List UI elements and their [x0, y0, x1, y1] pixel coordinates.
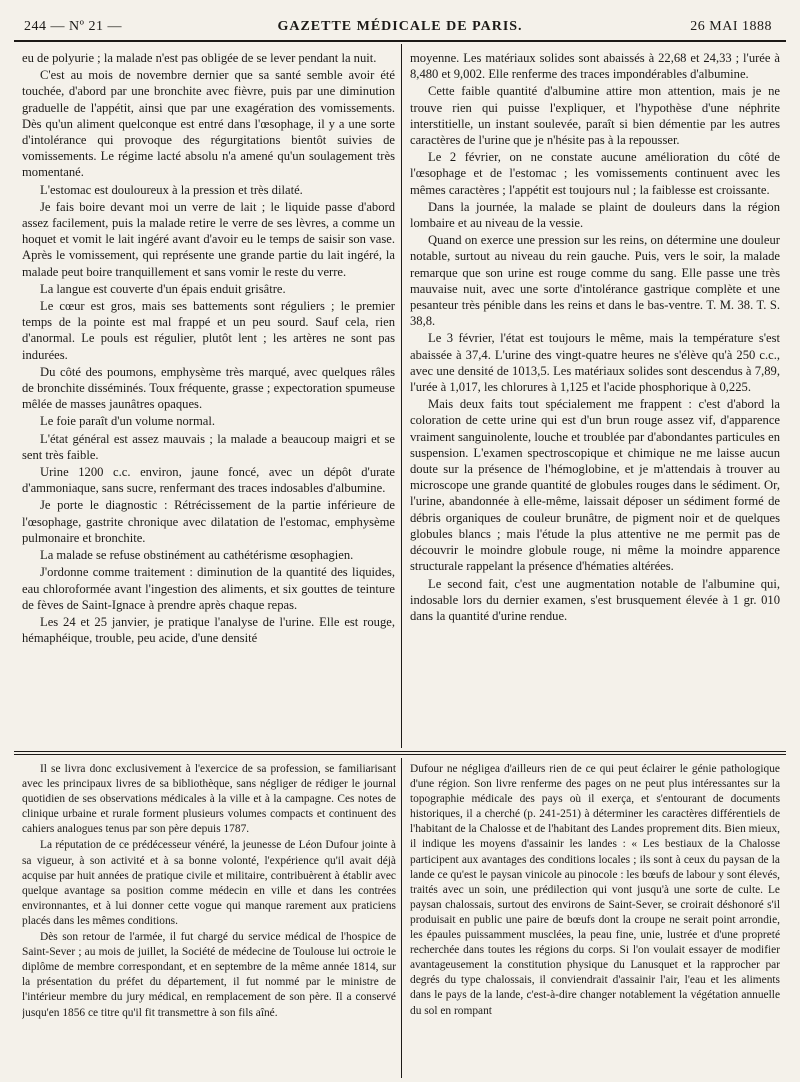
- paragraph: Il se livra donc exclusivement à l'exercice de sa profession, se familiarisant avec les principaux livres de sa bibliothèque, sans négliger de rédiger le journal quotidien de ses observations médicales à la ville et à la campagne. Ces notes de clinique urbaine et rurale forment plusieurs volumes compacts et continuent des cahiers analogues tenus par son père depuis 1787.: [22, 763, 396, 836]
- paragraph: moyenne. Les matériaux solides sont abaissés à 22,68 et 24,33 ; l'urée à 8,480 et 9,002. Elle renferme des traces impondérables d'albumine.: [410, 51, 780, 82]
- paragraph: Dans la journée, la malade se plaint de douleurs dans la région lombaire et au niveau de la vessie.: [410, 199, 780, 231]
- page-number: 244 — Nº 21 —: [24, 19, 122, 34]
- paragraph: Je porte le diagnostic : Rétrécissement de la partie inférieure de l'œsophage, gastrite chronique avec dilatation de l'estomac, emphysème pulmonaire et bronchite.: [22, 498, 395, 545]
- paragraph: La langue est couverte d'un épais enduit grisâtre.: [40, 281, 286, 296]
- paragraph: Le 2 février, on ne constate aucune amélioration du côté de l'œsophage et de l'estomac ; les vomissements continuent avec les mêmes caractères ; l'appétit est toujours nul ; la faiblesse est croissante.: [410, 150, 780, 197]
- feuilleton-rule: [14, 751, 786, 752]
- page-header: [14, 16, 786, 38]
- paragraph: Le 3 février, l'état est toujours le même, mais la température s'est abaissée à 37,4. L'urine des vingt-quatre heures ne s'élève qu'à 250 c.c., avec une densité de 1013,5. Les matériaux solides sont descendus à 7,89, l'urée à 1,017, les chlorures à 1,125 et l'acide phosphorique à 0,225.: [410, 331, 780, 395]
- paragraph: La malade se refuse obstinément au cathétérisme œsophagien.: [40, 548, 354, 563]
- paragraph: Cette faible quantité d'albumine attire mon attention, mais je ne trouve rien qui puisse l'expliquer, et l'hypothèse d'une néphrite interstitielle, un instant soulevée, paraît si bien démentie par les autres caractères de l'urine que je n'hésite pas à la repousser.: [410, 84, 780, 148]
- paragraph: Quand on exerce une pression sur les reins, on détermine une douleur notable, surtout au niveau du rein gauche. Puis, vers le soir, la malade remarque que son urine est rouge comme du sang. Elle passe une très mauvaise nuit, avec une sorte d'intolérance gastrique complète et une pesanteur très pénible dans les reins et dans le bas-ventre. T. M. 38. T. S. 38,8.: [410, 233, 780, 329]
- upper-right-column: [410, 50, 780, 746]
- paragraph: L'état général est assez mauvais ; la malade a beaucoup maigri et se sent très faible.: [22, 431, 395, 462]
- paragraph: Le second fait, c'est une augmentation notable de l'albumine qui, indosable lors du dernier examen, s'est brusquement élevée à 1 gr. 010 dans la quantité d'urine rendue.: [410, 576, 780, 623]
- paragraph: Dufour ne négligea d'ailleurs rien de ce qui peut éclairer le génie pathologique d'une région. Son livre renferme des pages on ne peut plus intéressantes sur la topographie médicale des pays où il exerça, et s'entourant de documents historiques, il a cherché (p. 241-251) à déterminer les caractères différentiels de l'habitant de la Chalosse et de l'habitant des Landes proprement dits. Bien mieux, il indique les moyens d'assainir les landes : « Les bestiaux de la Chalosse participent aux avantages des conditions locales ; ils sont à ceux du paysan de la lande ce qu'est le paysan vinicole au pinocole : les bœufs de labour y sont élevés, traités avec un soin, une prédilection qui vont jusqu'à une sorte de culte. Le paysan chalossais, surtout des environs de Saint-Sever, se croirait déshonoré s'il produisait en public une paire de bœufs dont la croupe ne serait point arrondie, les épaules puissamment musclées, la peau fine, unie, lustrée et d'une propreté recherchée dans toutes les régions du corps. Si l'on voulait essayer de modifier avantageusement la constitution physique du Lanusquet et la rapprocher par degrés du type chalossais, il conviendrait d'assainir l'air, l'eau et les aliments dans le pays de la lande, c'est-à-dire changer notablement la végétation annuelle du sol en rompant: [410, 763, 780, 1017]
- paragraph: La réputation de ce prédécesseur vénéré, la jeunesse de Léon Dufour jointe à sa vigueur, à son activité et à sa bonne volonté, l'expérience qu'il avait déjà acquise par huit années de pratique civile et militaire, contribuèrent à établir avec quelque avantage sa position comme médecin en ville et dans les contrées environnantes, et à lui donner cette vogue qui manque rarement aux praticiens placés dans les mêmes conditions.: [22, 839, 396, 927]
- paragraph: Le foie paraît d'un volume normal.: [40, 414, 216, 429]
- paragraph: Mais deux faits tout spécialement me frappent : c'est d'abord la coloration de cette urine qui est d'un brun rouge assez vif, d'apparence vraiment sanguinolente, louche et troublée par d'abondantes particules en suspension. L'examen spectroscopique et chimique ne me laisse aucun doute sur la présence de l'hémoglobine, et je m'attendais à trouver au microscope une grande quantité de globules rouges dans le sédiment. Or, l'urine, abandonnée à elle-même, laissait déposer un sédiment formé de débris organiques de couleur brunâtre, de pigment noir et de quelques globules blancs ; mais l'étude la plus attentive ne me permit pas de découvrir le moindre globule rouge, ni même la moindre apparence structurale rappelant la présence d'hématies altérées.: [410, 397, 780, 574]
- paragraph: C'est au mois de novembre dernier que sa santé semble avoir été touchée, d'abord par une bronchite avec fièvre, puis par une diminution graduelle de l'appétit, ainsi que par une exagération des vomissements. Dès qu'un aliment quelconque est entré dans l'œsophage, il y a une sorte d'intolérance qui provoque des régurgitations bientôt suivies de vomissements. Le régime lacté absolu n'a amené qu'un soulagement très momentané.: [22, 68, 395, 180]
- journal-title: GAZETTE MÉDICALE DE PARIS.: [277, 19, 523, 34]
- upper-left-column: [22, 50, 395, 746]
- paragraph: Je fais boire devant moi un verre de lait ; le liquide passe d'abord assez facilement, puis la malade retire le verre de ses lèvres, a comme un hoquet et vomit le lait ingéré avant d'avoir eu le temps de saisir son vase. Après le vomissement, qui représente une grande partie du lait ingéré, la malade peut boire tranquillement et sans vomir le reste du verre.: [22, 199, 395, 279]
- paragraph: Dès son retour de l'armée, il fut chargé du service médical de l'hospice de Saint-Sever ; au mois de juillet, la Société de médecine de Toulouse lui octroie le diplôme de membre correspondant, et en septembre de la même année 1814, sur la présentation du préfet du département, il fut nommé par le ministre de l'intérieur membre du jury médical, en remplacement de son père. Il a conservé jusqu'en 1856 ce titre qu'il fit transmettre à son fils aîné.: [22, 931, 396, 1019]
- header-rule: [14, 40, 786, 42]
- lower-left-column: [22, 762, 396, 1076]
- column-divider-lower: [401, 758, 402, 1078]
- issue-date: 26 MAI 1888: [690, 19, 772, 34]
- paragraph: eu de polyurie ; la malade n'est pas obligée de se lever pendant la nuit.: [22, 51, 377, 65]
- paragraph: Les 24 et 25 janvier, je pratique l'analyse de l'urine. Elle est rouge, hémaphéique, trouble, peu acide, d'une densité: [22, 614, 395, 646]
- paragraph: Le cœur est gros, mais ses battements sont réguliers ; le premier temps de la pointe est mal frappé et un peu sourd. Sauf cela, rien d'anormal. Le pouls est régulier, plutôt lent ; les artères ne sont pas indurées.: [22, 299, 395, 362]
- paragraph: Du côté des poumons, emphysème très marqué, avec quelques râles de bronchite disséminés. Toux fréquente, grasse ; expectoration spumeuse mêlée de masses jaunâtres opaques.: [22, 364, 395, 412]
- paragraph: Urine 1200 c.c. environ, jaune foncé, avec un dépôt d'urate d'ammoniaque, sans sucre, renfermant des traces indosables d'albumine.: [22, 465, 395, 496]
- lower-right-column: [410, 762, 780, 1076]
- paragraph: J'ordonne comme traitement : diminution de la quantité des liquides, eau chloroformée avant l'ingestion des aliments, et six gouttes de teinture de fèves de Saint-Ignace à prendre après chaque repas.: [22, 565, 395, 612]
- column-divider-upper: [401, 44, 402, 748]
- paragraph: L'estomac est douloureux à la pression et très dilaté.: [40, 182, 303, 197]
- feuilleton-rule-double: [14, 754, 786, 755]
